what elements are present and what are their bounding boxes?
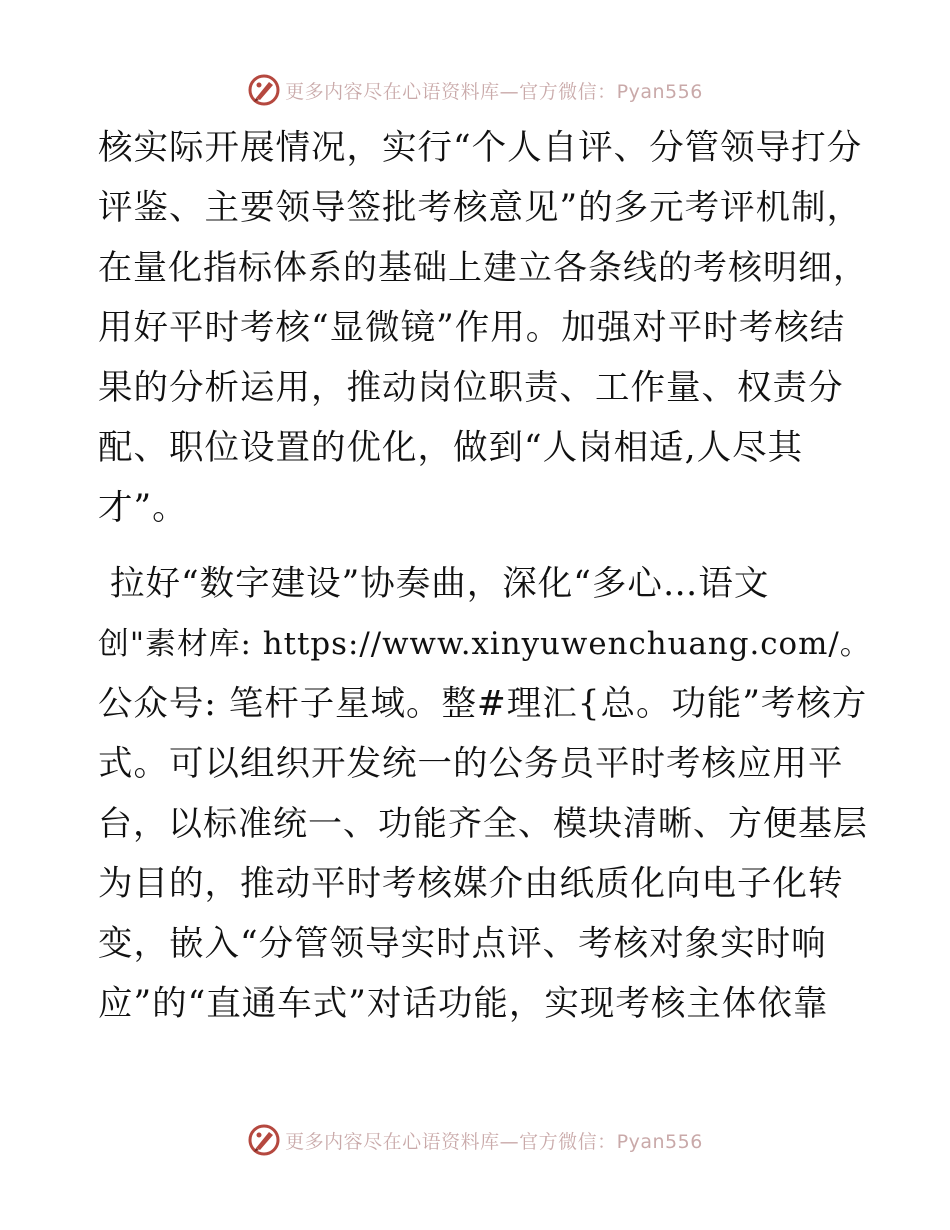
text-line: 评鉴、主要领导签批考核意见”的多元考评机制，	[98, 188, 863, 228]
text-line: 在量化指标体系的基础上建立各条线的考核明细，	[98, 248, 868, 288]
text-line: 应”的“直通车式”对话功能，实现考核主体依靠	[98, 984, 829, 1024]
header-watermark	[0, 70, 950, 110]
footer-watermark	[0, 1120, 950, 1160]
paragraph	[98, 554, 872, 1034]
text-line: 式。可以组织开发统一的公务员平时考核应用平	[98, 744, 844, 784]
text-line: 用好平时考核“显微镜”作用。加强对平时考核结	[98, 308, 846, 348]
text-line: 为目的，推动平时考核媒介由纸质化向电子化转	[98, 864, 844, 904]
text-line: 配、职位设置的优化，做到“人岗相适,人尽其	[98, 428, 804, 468]
text-line: 才”。	[98, 488, 188, 528]
pen-logo-icon	[247, 73, 281, 107]
text-line: 台，以标准统一、功能齐全、模块清晰、方便基层	[98, 804, 868, 844]
header-watermark-text: 更多内容尽在心语资料库—官方微信：Pyan556	[285, 80, 703, 103]
text-line: 拉好“数字建设”协奏曲，深化“多心…语文	[98, 564, 770, 604]
paragraph	[98, 118, 868, 538]
text-line: 核实际开展情况，实行“个人自评、分管领导打分	[98, 128, 863, 168]
text-line: 创"素材库: https://www.xinyuwenchuang.com/。	[98, 626, 872, 662]
document-body	[98, 118, 872, 1034]
text-line: 果的分析运用，推动岗位职责、工作量、权责分	[98, 368, 844, 408]
text-line: 变，嵌入“分管领导实时点评、考核对象实时响	[98, 924, 827, 964]
footer-watermark-text: 更多内容尽在心语资料库—官方微信：Pyan556	[285, 1130, 703, 1153]
text-line: 公众号: 笔杆子星域。整#理汇{总。功能”考核方	[98, 684, 868, 724]
pen-logo-icon	[247, 1123, 281, 1157]
